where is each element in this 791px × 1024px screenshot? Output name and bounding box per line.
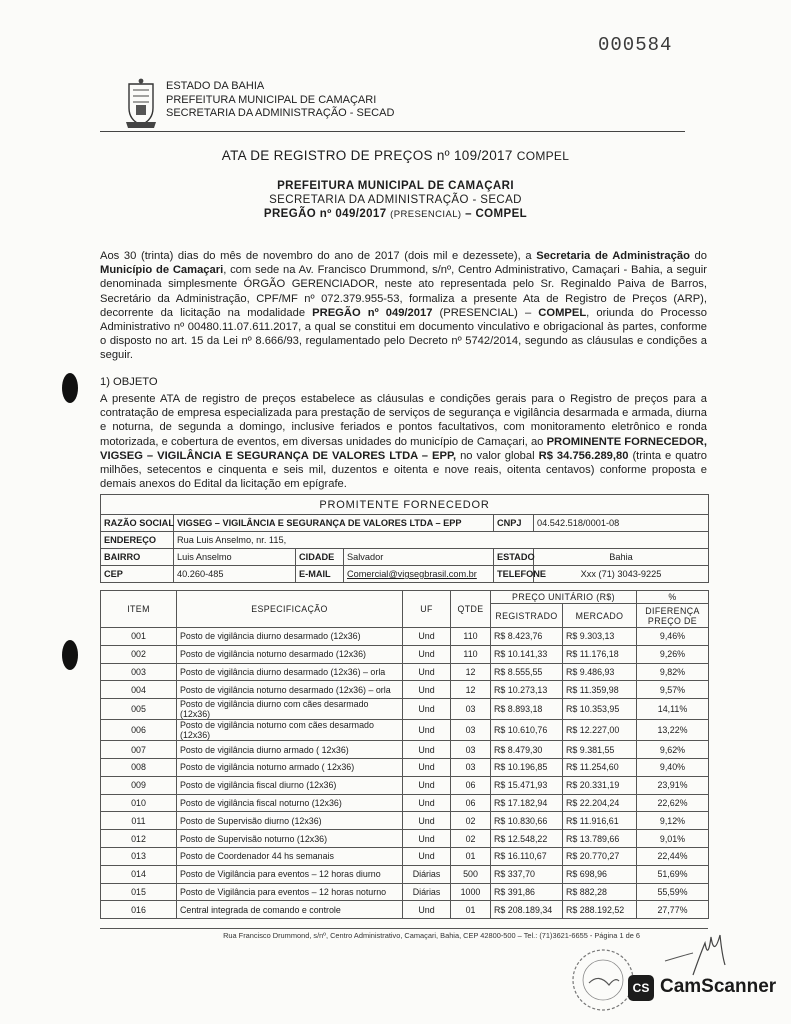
supplier-heading: PROMITENTE FORNECEDOR (101, 495, 709, 515)
item-number-cell: 008 (101, 758, 177, 776)
item-diff-cell: 22,44% (637, 847, 709, 865)
table-row (101, 758, 709, 776)
table-row (101, 699, 709, 720)
razao-value: VIGSEG – VIGILÂNCIA E SEGURANÇA DE VALORES LTDA – EPP (174, 515, 494, 532)
objeto-text-2: no valor global (456, 449, 539, 462)
cep-value: 40.260-485 (174, 566, 296, 583)
endereco-label: ENDEREÇO (101, 532, 174, 549)
intro-bold-secretaria: Secretaria de Administração (536, 250, 690, 262)
telefone-label: TELEFONE (494, 566, 534, 583)
intro-paragraph (100, 249, 707, 363)
item-uf-cell: Und (403, 901, 451, 919)
item-uf-cell: Und (403, 645, 451, 663)
table-row (101, 865, 709, 883)
col-diff-line1: DIFERENÇA (645, 605, 700, 616)
item-diff-cell: 9,12% (637, 812, 709, 830)
col-item-header: ITEM (101, 591, 177, 628)
item-number-cell: 010 (101, 794, 177, 812)
item-registrado-cell: R$ 8.479,30 (491, 741, 563, 759)
cnpj-label: CNPJ (494, 515, 534, 532)
subtitle-prefecture: PREFEITURA MUNICIPAL DE CAMAÇARI (277, 180, 514, 192)
item-number-cell: 012 (101, 830, 177, 848)
table-row (101, 776, 709, 794)
header-state: ESTADO DA BAHIA (166, 80, 265, 92)
item-number-cell: 011 (101, 812, 177, 830)
item-mercado-cell: R$ 12.227,00 (563, 720, 637, 741)
item-registrado-cell: R$ 16.110,67 (491, 847, 563, 865)
table-row (101, 663, 709, 681)
item-mercado-cell: R$ 9.486,93 (563, 663, 637, 681)
item-qtde-cell: 12 (451, 663, 491, 681)
item-number-cell: 003 (101, 663, 177, 681)
item-diff-cell: 9,82% (637, 663, 709, 681)
item-registrado-cell: R$ 391,86 (491, 883, 563, 901)
camscanner-logo-icon: CS (628, 975, 654, 1001)
table-row (101, 720, 709, 741)
item-registrado-cell: R$ 10.141,33 (491, 645, 563, 663)
item-uf-cell: Und (403, 720, 451, 741)
item-registrado-cell: R$ 10.830,66 (491, 812, 563, 830)
intro-bold-compel: COMPEL (538, 306, 587, 319)
item-diff-cell: 9,26% (637, 645, 709, 663)
intro-text-1: Aos 30 (trinta) dias do mês de novembro do ano de 2017 (dois mil e dezessete), a (100, 250, 537, 262)
item-registrado-cell: R$ 337,70 (491, 865, 563, 883)
item-qtde-cell: 06 (451, 776, 491, 794)
item-qtde-cell: 01 (451, 901, 491, 919)
item-diff-cell: 23,91% (637, 776, 709, 794)
item-mercado-cell: R$ 13.789,66 (563, 830, 637, 848)
item-mercado-cell: R$ 11.359,98 (563, 681, 637, 699)
item-number-cell: 014 (101, 865, 177, 883)
table-row (101, 901, 709, 919)
item-spec-cell: Posto de vigilância noturno armado ( 12x36) (177, 758, 403, 776)
col-qtde-header: QTDE (451, 591, 491, 628)
item-mercado-cell: R$ 9.303,13 (563, 628, 637, 646)
letterhead-text (166, 80, 394, 121)
item-mercado-cell: R$ 22.204,24 (563, 794, 637, 812)
supplier-table (100, 494, 709, 583)
pregao-compel: – COMPEL (465, 208, 528, 220)
item-mercado-cell: R$ 20.331,19 (563, 776, 637, 794)
item-qtde-cell: 03 (451, 758, 491, 776)
item-diff-cell: 14,11% (637, 699, 709, 720)
item-qtde-cell: 1000 (451, 883, 491, 901)
item-spec-cell: Posto de vigilância noturno desarmado (12x36) – orla (177, 681, 403, 699)
estado-label: ESTADO (494, 549, 534, 566)
punch-hole (62, 640, 78, 670)
item-spec-cell: Posto de vigilância fiscal diurno (12x36) (177, 776, 403, 794)
endereco-value: Rua Luis Anselmo, nr. 115, (174, 532, 709, 549)
item-number-cell: 004 (101, 681, 177, 699)
item-mercado-cell: R$ 11.254,60 (563, 758, 637, 776)
item-spec-cell: Posto de Supervisão noturno (12x36) (177, 830, 403, 848)
item-qtde-cell: 500 (451, 865, 491, 883)
item-registrado-cell: R$ 8.555,55 (491, 663, 563, 681)
item-spec-cell: Posto de vigilância noturno desarmado (12x36) (177, 645, 403, 663)
item-registrado-cell: R$ 208.189,34 (491, 901, 563, 919)
item-mercado-cell: R$ 11.176,18 (563, 645, 637, 663)
item-spec-cell: Posto de vigilância diurno armado ( 12x36) (177, 741, 403, 759)
subtitle-secretariat: SECRETARIA DA ADMINISTRAÇÃO - SECAD (269, 194, 522, 206)
item-qtde-cell: 03 (451, 720, 491, 741)
items-table (100, 590, 709, 919)
item-mercado-cell: R$ 11.916,61 (563, 812, 637, 830)
bairro-value: Luis Anselmo (174, 549, 296, 566)
table-row (101, 812, 709, 830)
table-row (101, 741, 709, 759)
item-uf-cell: Und (403, 681, 451, 699)
item-uf-cell: Und (403, 663, 451, 681)
item-uf-cell: Diárias (403, 865, 451, 883)
section-heading-objeto: 1) OBJETO (100, 376, 158, 388)
email-link[interactable]: Comercial@vigsegbrasil.com.br (344, 566, 494, 583)
cnpj-value: 04.542.518/0001-08 (534, 515, 709, 532)
razao-label: RAZÃO SOCIAL (101, 515, 174, 532)
table-row (101, 794, 709, 812)
item-number-cell: 013 (101, 847, 177, 865)
telefone-value: Xxx (71) 3043-9225 (534, 566, 709, 583)
item-mercado-cell: R$ 288.192,52 (563, 901, 637, 919)
item-registrado-cell: R$ 8.423,76 (491, 628, 563, 646)
item-spec-cell: Posto de vigilância noturno com cães desarmado (12x36) (177, 720, 403, 741)
item-number-cell: 002 (101, 645, 177, 663)
intro-text-5: , oriunda do Processo Administrativo nº 00480.11.07.611.2017, a qual se constitui em documento vinculativo e obrigacional às partes, conforme o disposto no art. 15 da Lei nº 8.666/93, regulamentado pelo Decreto nº 5742/2014, segundo as cláusulas e condições a seguir. (100, 306, 707, 362)
table-row (101, 681, 709, 699)
objeto-text-1: A presente ATA de registro de preços estabelece as cláusulas e condições gerais para o Registro de preços para a contratação de empresa especializada para prestação de serviços de segurança e vigilância desarmada e armada, diurna e noturna, de segunda a domingo, inclusive feriados e pontos facultativos, com monitoramento eletrônico e ronda motorizada, e cobertura de eventos, em diversas unidades do município de Camaçari, ao (100, 393, 707, 448)
item-number-cell: 005 (101, 699, 177, 720)
item-uf-cell: Und (403, 812, 451, 830)
cep-label: CEP (101, 566, 174, 583)
item-registrado-cell: R$ 17.182,94 (491, 794, 563, 812)
item-uf-cell: Und (403, 628, 451, 646)
objeto-bold-supplier: PROMINENTE FORNECEDOR, VIGSEG – VIGILÂNCIA E SEGURANÇA DE VALORES LTDA – EPP, (100, 435, 707, 462)
cidade-value: Salvador (344, 549, 494, 566)
header-secretariat: SECRETARIA DA ADMINISTRAÇÃO - SECAD (166, 107, 395, 119)
item-diff-cell: 27,77% (637, 901, 709, 919)
title-main: ATA DE REGISTRO DE PREÇOS nº 109/2017 (221, 148, 513, 163)
item-uf-cell: Und (403, 699, 451, 720)
item-uf-cell: Und (403, 794, 451, 812)
item-qtde-cell: 06 (451, 794, 491, 812)
camscanner-wordmark: CamScanner (660, 976, 777, 997)
item-registrado-cell: R$ 8.893,18 (491, 699, 563, 720)
item-qtde-cell: 110 (451, 628, 491, 646)
item-uf-cell: Und (403, 758, 451, 776)
pregao-number: PREGÃO nº 049/2017 (263, 208, 387, 220)
col-diff-line2: PREÇO DE (647, 615, 698, 626)
item-qtde-cell: 02 (451, 812, 491, 830)
page-number: 000584 (598, 34, 673, 56)
item-uf-cell: Und (403, 847, 451, 865)
item-mercado-cell: R$ 9.381,55 (563, 741, 637, 759)
item-diff-cell: 9,57% (637, 681, 709, 699)
item-registrado-cell: R$ 12.548,22 (491, 830, 563, 848)
item-uf-cell: Und (403, 776, 451, 794)
table-row (101, 628, 709, 646)
item-uf-cell: Und (403, 741, 451, 759)
item-number-cell: 001 (101, 628, 177, 646)
email-label: E-MAIL (296, 566, 344, 583)
item-qtde-cell: 02 (451, 830, 491, 848)
header-prefecture: PREFEITURA MUNICIPAL DE CAMAÇARI (166, 93, 377, 106)
title-suffix: COMPEL (516, 149, 570, 163)
coat-of-arms-icon (124, 78, 158, 130)
table-row (101, 883, 709, 901)
item-mercado-cell: R$ 698,96 (563, 865, 637, 883)
item-mercado-cell: R$ 10.353,95 (563, 699, 637, 720)
item-diff-cell: 51,69% (637, 865, 709, 883)
item-registrado-cell: R$ 15.471,93 (491, 776, 563, 794)
item-diff-cell: 55,59% (637, 883, 709, 901)
document-title (0, 148, 791, 163)
signature-and-stamp (575, 925, 755, 1015)
col-spec-header: ESPECIFICAÇÃO (177, 591, 403, 628)
item-qtde-cell: 03 (451, 699, 491, 720)
cidade-label: CIDADE (296, 549, 344, 566)
item-spec-cell: Posto de vigilância diurno com cães desarmado (12x36) (177, 699, 403, 720)
item-diff-cell: 9,40% (637, 758, 709, 776)
col-uf-header: UF (403, 591, 451, 628)
item-spec-cell: Posto de vigilância fiscal noturno (12x36) (177, 794, 403, 812)
intro-text-2: do (689, 250, 707, 262)
item-uf-cell: Diárias (403, 883, 451, 901)
item-spec-cell: Posto de vigilância diurno desarmado (12x36) – orla (177, 663, 403, 681)
item-diff-cell: 13,22% (637, 720, 709, 741)
objeto-paragraph (100, 392, 707, 491)
item-qtde-cell: 12 (451, 681, 491, 699)
item-number-cell: 016 (101, 901, 177, 919)
item-spec-cell: Posto de Vigilância para eventos – 12 horas noturno (177, 883, 403, 901)
pregao-modality: (PRESENCIAL) (390, 209, 462, 220)
table-row (101, 830, 709, 848)
col-mercado-header: MERCADO (563, 604, 637, 628)
table-row (101, 847, 709, 865)
item-uf-cell: Und (403, 830, 451, 848)
item-number-cell: 006 (101, 720, 177, 741)
intro-bold-municipio: Município de Camaçari (100, 264, 224, 277)
header-divider (100, 131, 685, 132)
table-row (101, 645, 709, 663)
item-registrado-cell: R$ 10.610,76 (491, 720, 563, 741)
col-diff-header (637, 604, 709, 628)
item-mercado-cell: R$ 882,28 (563, 883, 637, 901)
item-qtde-cell: 03 (451, 741, 491, 759)
item-qtde-cell: 01 (451, 847, 491, 865)
item-number-cell: 009 (101, 776, 177, 794)
objeto-bold-value: R$ 34.756.289,80 (538, 449, 629, 462)
objeto-text-3: (trinta e quatro milhões, setecentos e cinquenta e seis mil, duzentos e oitenta e nove reais, oitenta centavos) conforme proposta e demais anexos do Edital da licitação em epígrafe. (100, 449, 707, 491)
item-registrado-cell: R$ 10.273,13 (491, 681, 563, 699)
intro-bold-pregao: PREGÃO nº 049/2017 (312, 306, 433, 319)
item-number-cell: 015 (101, 883, 177, 901)
intro-text-4: (PRESENCIAL) – (432, 306, 539, 319)
item-spec-cell: Posto de Coordenador 44 hs semanais (177, 847, 403, 865)
intro-text-3: , com sede na Av. Francisco Drummond, s/nº, Centro Administrativo, Camaçari - Bahia, a seguir denominada simplesmente ÓRGÃO GERENCIADOR, neste ato representada pelo Sr. Reginaldo Paiva de Barros, Secretário da Administração, CPF/MF nº 072.379.955-53, formaliza a presente Ata de Registro de Preços (ARP), decorrente da licitação na modalidade (100, 264, 707, 319)
item-spec-cell: Posto de vigilância diurno desarmado (12x36) (177, 628, 403, 646)
subtitle-pregao (0, 208, 791, 220)
estado-value: Bahia (534, 549, 709, 566)
item-spec-cell: Posto de Vigilância para eventos – 12 horas diurno (177, 865, 403, 883)
item-qtde-cell: 110 (451, 645, 491, 663)
col-price-group-header: PREÇO UNITÁRIO (R$) (491, 591, 637, 604)
col-registrado-header: REGISTRADO (491, 604, 563, 628)
item-spec-cell: Posto de Supervisão diurno (12x36) (177, 812, 403, 830)
page-footer: Rua Francisco Drummond, s/nº, Centro Administrativo, Camaçari, Bahia, CEP 42800-500 – Tel.: (71)3621-6655 - Página 1 de 6 (223, 931, 640, 940)
col-pct-header: % (637, 591, 709, 604)
item-diff-cell: 9,01% (637, 830, 709, 848)
item-registrado-cell: R$ 10.196,85 (491, 758, 563, 776)
punch-hole (62, 373, 78, 403)
item-diff-cell: 9,62% (637, 741, 709, 759)
item-diff-cell: 22,62% (637, 794, 709, 812)
item-diff-cell: 9,46% (637, 628, 709, 646)
item-spec-cell: Central integrada de comando e controle (177, 901, 403, 919)
bairro-label: BAIRRO (101, 549, 174, 566)
item-mercado-cell: R$ 20.770,27 (563, 847, 637, 865)
item-number-cell: 007 (101, 741, 177, 759)
